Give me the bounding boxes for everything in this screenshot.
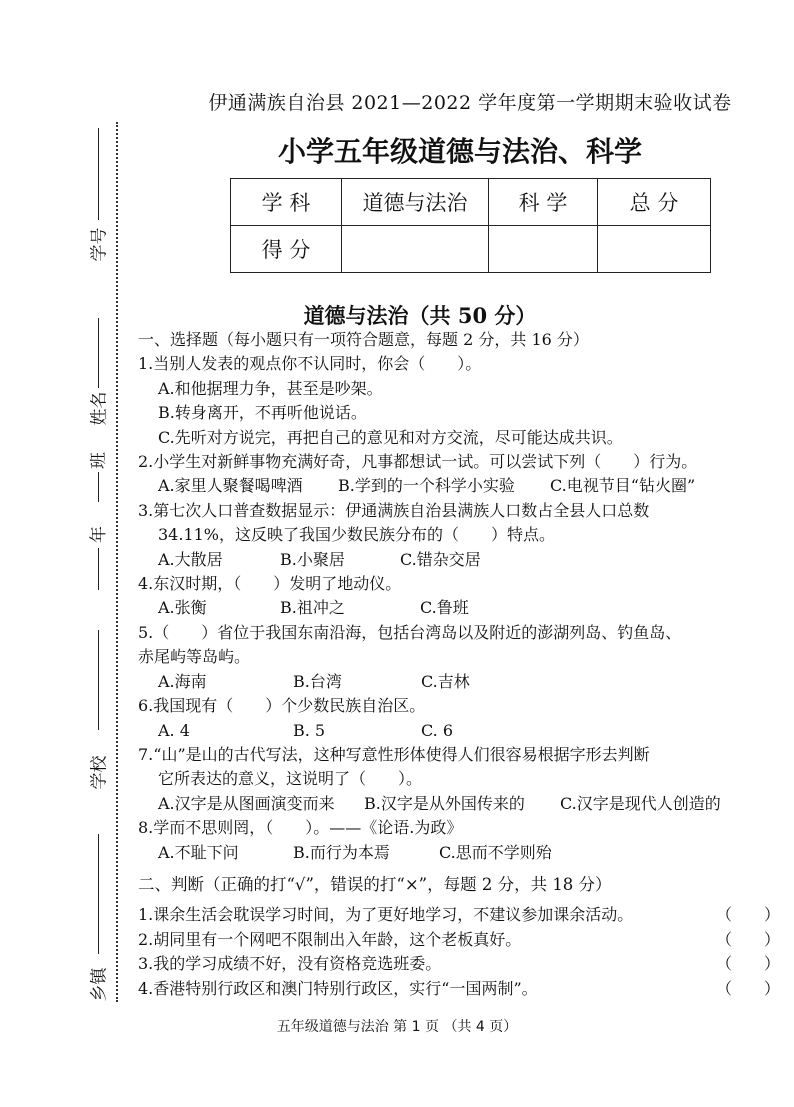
score-input-science[interactable]: [489, 226, 598, 273]
score-table: [230, 178, 711, 273]
binding-name: 姓名: [89, 391, 110, 426]
score-cell-science: 科 学: [489, 179, 598, 226]
question-stem-cont: 34.11%，这反映了我国少数民族分布的（ ）特点。: [158, 525, 556, 545]
options-row: [138, 474, 768, 498]
class-line: [98, 472, 99, 502]
option-a[interactable]: A.和他据理力争，甚至是吵架。: [158, 378, 383, 398]
question-stem: 6.我国现有（ ）个少数民族自治区。: [138, 696, 426, 716]
options-row: [138, 670, 768, 694]
judge-item-text: 1.课余生活会耽误学习时间，为了更好地学习，不建议参加课余活动。: [138, 905, 634, 925]
page-footer: 五年级道德与法治 第 1 页 （共 4 页）: [276, 1019, 518, 1035]
binding-grade: 年: [89, 526, 109, 543]
option-c[interactable]: C.鲁班: [420, 598, 469, 618]
question-stem: 5.（ ）省位于我国东南沿海，包括台湾岛以及附近的澎湖列岛、钓鱼岛、: [138, 622, 682, 642]
judge-item-text: 4.香港特别行政区和澳门特别行政区，实行“一国两制”。: [138, 978, 538, 998]
options-row: [138, 841, 768, 865]
judge-item-text: 2.胡同里有一个网吧不限制出入年龄，这个老板真好。: [138, 929, 522, 949]
question-stem: 3.第七次人口普查数据显示：伊通满族自治县满族人口数占全县人口总数: [138, 500, 650, 520]
section-title: 道德与法治（共 50 分）: [303, 303, 537, 328]
exam-title: 伊通满族自治县 2021—2022 学年度第一学期期末验收试卷: [208, 92, 732, 114]
name-line: [98, 318, 99, 388]
binding-town: 乡镇: [89, 967, 110, 1002]
option-c[interactable]: C.汉字是现代人创造的: [560, 793, 721, 813]
judge-list: [138, 903, 781, 1001]
option-b[interactable]: B. 5: [293, 720, 326, 740]
binding-class: 班: [89, 452, 109, 469]
judge-item: [138, 928, 781, 952]
option-a[interactable]: A.不耻下问: [158, 842, 239, 862]
school-line: [98, 630, 99, 730]
question-stem: 2.小学生对新鲜事物充满好奇，凡事都想试一试。可以尝试下列（ ）行为。: [138, 452, 698, 472]
grade-line: [98, 548, 99, 590]
answer-paren[interactable]: （ ）: [716, 954, 781, 974]
option-c[interactable]: C.错杂交居: [400, 549, 481, 569]
judge-item-text: 3.我的学习成绩不好，没有资格竞选班委。: [138, 954, 442, 974]
binding-student-no: 学号: [89, 227, 110, 262]
score-cell-total: 总 分: [598, 179, 711, 226]
option-b[interactable]: B.台湾: [293, 671, 342, 691]
part2-heading: 二、判断（正确的打“√”，错误的打“×”，每题 2 分，共 18 分）: [138, 874, 612, 894]
option-a[interactable]: A. 4: [158, 720, 190, 740]
score-table-score-row: [231, 226, 711, 273]
option-a[interactable]: A.家里人聚餐喝啤酒: [158, 476, 303, 496]
town-line: [98, 834, 99, 954]
options-row: [138, 719, 768, 743]
option-c[interactable]: C. 6: [421, 720, 454, 740]
option-a[interactable]: A.海南: [158, 671, 207, 691]
score-cell-label: 得 分: [231, 226, 342, 273]
student-no-line: [98, 128, 99, 220]
score-input-morality[interactable]: [342, 226, 489, 273]
answer-paren[interactable]: （ ）: [716, 929, 781, 949]
option-c[interactable]: C.先听对方说完，再把自己的意见和对方交流，尽可能达成共识。: [158, 427, 623, 447]
options-row: [138, 548, 768, 572]
question-stem: 1.当别人发表的观点你不认同时，你会（ ）。: [138, 354, 482, 374]
question-stem: 7.“山”是山的古代写法，这种写意性形体使得人们很容易根据字形去判断: [138, 744, 650, 764]
option-a[interactable]: A.大散居: [158, 549, 223, 569]
option-b[interactable]: B.汉字是从外国传来的: [364, 793, 525, 813]
score-cell-morality: 道德与法治: [342, 179, 489, 226]
subject-title: 小学五年级道德与法治、科学: [277, 135, 642, 168]
option-c[interactable]: C.吉林: [421, 671, 470, 691]
option-b[interactable]: B.转身离开，不再听他说话。: [158, 403, 367, 423]
answer-paren[interactable]: （ ）: [716, 978, 781, 998]
judge-item: [138, 903, 781, 927]
question-stem-cont: 它所表达的意义，这说明了（ ）。: [158, 769, 423, 789]
score-input-total[interactable]: [598, 226, 711, 273]
options-row: [138, 792, 768, 816]
binding-dotted-line: [116, 122, 118, 1002]
option-b[interactable]: B.祖冲之: [280, 598, 345, 618]
exam-content: [138, 328, 781, 1001]
score-table-header-row: [231, 179, 711, 226]
options-row: [138, 596, 768, 620]
score-cell-subject: 学 科: [231, 179, 342, 226]
option-b[interactable]: B.学到的一个科学小实验: [338, 476, 515, 496]
part1-heading: 一、选择题（每小题只有一项符合题意，每题 2 分，共 16 分）: [138, 330, 589, 349]
question-stem: 8.学而不思则罔，（ ）。——《论语.为政》: [138, 818, 463, 838]
option-a[interactable]: A.汉字是从图画演变而来: [158, 793, 335, 813]
question-stem-cont: 赤尾屿等岛屿。: [138, 647, 251, 667]
judge-item: [138, 952, 781, 976]
binding-school: 学校: [89, 755, 110, 790]
option-c[interactable]: C.电视节目“钻火圈”: [550, 476, 696, 496]
judge-item: [138, 977, 781, 1001]
option-b[interactable]: B.小聚居: [280, 549, 345, 569]
question-stem: 4.东汉时期，（ ）发明了地动仪。: [138, 574, 402, 594]
option-b[interactable]: B.而行为本焉: [293, 842, 390, 862]
option-a[interactable]: A.张衡: [158, 598, 207, 618]
answer-paren[interactable]: （ ）: [716, 905, 781, 925]
option-c[interactable]: C.思而不学则殆: [439, 842, 552, 862]
